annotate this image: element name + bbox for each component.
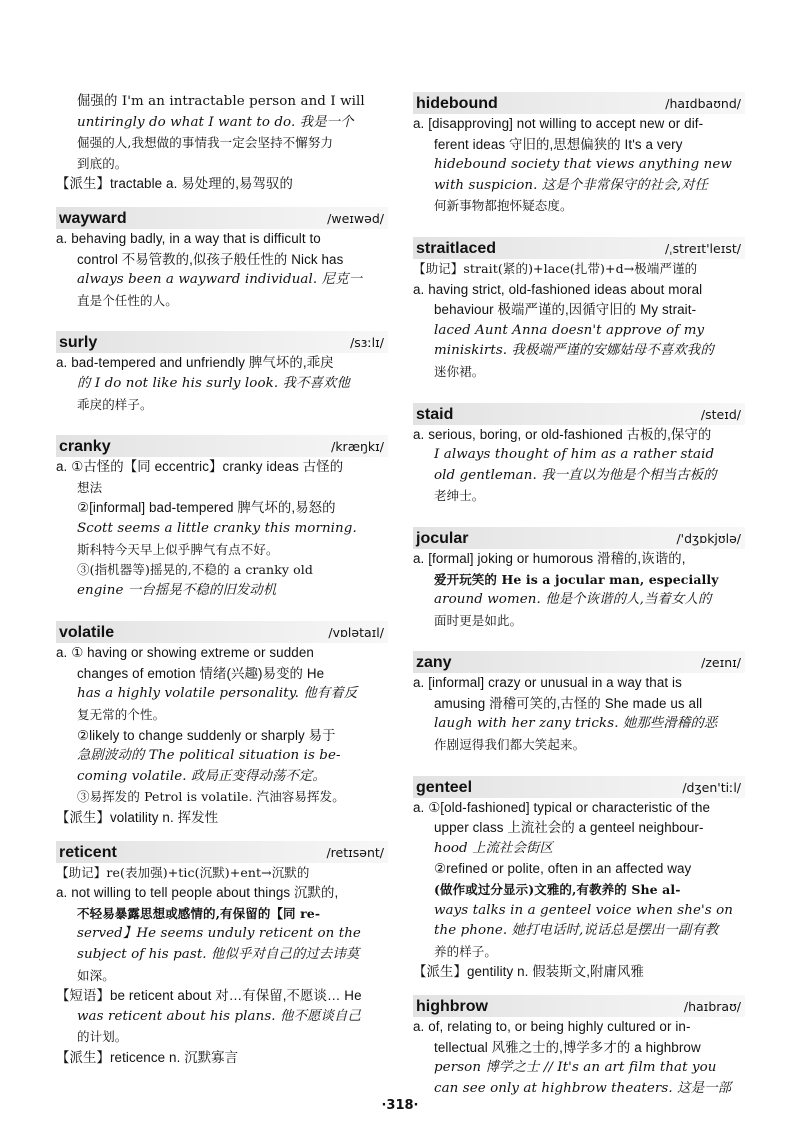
headword: staid — [416, 405, 454, 423]
entry-line: a. of, relating to, or being highly cultured or in- — [413, 1019, 691, 1034]
entry-line: a. [informal] crazy or unusual in a way that is — [413, 675, 682, 691]
entry-head — [413, 237, 745, 259]
entry-hidebound — [413, 92, 745, 217]
entry-line: ②refined or polite, often in an affected way — [434, 861, 692, 877]
entry-head — [413, 403, 745, 425]
entry-line: 不轻易暴露思想或感情的,有保留的【同 re- — [77, 905, 321, 921]
headword: surly — [59, 334, 98, 352]
phrase-line: was reticent about his plans. 他不愿谈自己 — [77, 1008, 361, 1024]
entry-volatile — [56, 621, 388, 828]
entry-staid — [413, 403, 745, 507]
entry-genteel — [413, 776, 745, 983]
entry-line: I always thought of him as a rather staid — [434, 447, 715, 463]
entry-line: a. behaving badly, in a way that is difficult to — [56, 230, 321, 246]
entry-line: 倔强的人,我想做的事情我一定会坚持不懈努力 — [77, 135, 334, 151]
right-column — [413, 92, 745, 1119]
entry-line: 斯科特今天早上似乎脾气有点不好。 — [77, 541, 279, 557]
entry-line: 何新事物都抱怀疑态度。 — [434, 198, 573, 214]
entry-cranky — [56, 435, 388, 601]
entry-line: 如深。 — [77, 967, 115, 983]
headword: volatile — [59, 624, 115, 642]
entry-line: 老绅士。 — [434, 488, 485, 504]
entry-line: with suspicion. 这是个非常保守的社会,对任 — [434, 177, 709, 193]
entry-line: (做作或过分显示)文雅的,有教养的 She al- — [434, 882, 681, 898]
pronunciation: /haɪdbaʊnd/ — [665, 96, 741, 111]
entry-line: the phone. 她打电话时,说话总是摆出一副有教 — [434, 923, 719, 939]
entry-highbrow — [413, 995, 745, 1099]
entry-head — [413, 92, 745, 114]
entry-line: a. ①古怪的【同 eccentric】cranky ideas 古怪的 — [56, 459, 344, 475]
pronunciation: /weɪwəd/ — [327, 210, 384, 226]
entry-line: upper class 上流社会的 a genteel neighbour- — [434, 820, 704, 836]
entry-head — [56, 621, 388, 643]
pronunciation: /haɪbraʊ/ — [683, 999, 741, 1014]
entry-line: ②likely to change suddenly or sharply 易于 — [77, 727, 336, 743]
phrase-line: 的计划。 — [77, 1029, 128, 1045]
entry-line: around women. 他是个诙谐的人,当着女人的 — [434, 592, 712, 608]
headword: straitlaced — [416, 239, 497, 257]
entry-line: miniskirts. 我极端严谨的安娜姑母不喜欢我的 — [434, 343, 714, 359]
headword: wayward — [59, 209, 127, 227]
pronunciation: /'dʒɒkjʊlə/ — [676, 530, 741, 546]
entry-line: control 不易管教的,似孩子般任性的 Nick has — [77, 251, 344, 267]
page-number: ·318· — [381, 1098, 419, 1113]
entry-line: 直是个任性的人。 — [77, 292, 178, 308]
entry-line: ferent ideas 守旧的,思想偏狭的 It's a very — [434, 136, 683, 152]
entry-line: 爱开玩笑的 He is a jocular man, especially — [434, 571, 719, 587]
entry-line: laced Aunt Anna doesn't approve of my — [434, 322, 705, 338]
entry-continuation — [56, 92, 388, 195]
entry-line: ③(指机器等)摇晃的,不稳的 a cranky old — [77, 562, 313, 578]
entry-line: a. [disapproving] not willing to accept new or dif- — [413, 116, 704, 131]
entry-line: Scott seems a little cranky this morning. — [77, 520, 357, 536]
entry-line: ways talks in a genteel voice when she's on — [434, 902, 734, 918]
left-column — [56, 92, 388, 1089]
entry-line: ③易挥发的 Petrol is volatile. 汽油容易挥发。 — [77, 789, 345, 805]
entry-line: 想法 — [77, 479, 103, 495]
entry-line: a. not willing to tell people about things 沉默的, — [56, 885, 339, 901]
entry-line: hood 上流社会街区 — [434, 840, 554, 856]
entry-line: 乖戾的样子。 — [77, 396, 153, 412]
entry-line: hidebound society that views anything new — [434, 157, 732, 173]
entry-line: person 博学之士 // It's an art film that you — [434, 1060, 717, 1076]
entry-line: 倔强的 I'm an intractable person and I will — [77, 94, 365, 109]
derivation-line: 【派生】gentility n. 假装斯文,附庸风雅 — [413, 964, 645, 980]
entry-line: a. [formal] joking or humorous 滑稽的,诙谐的, — [413, 550, 686, 566]
entry-head — [56, 841, 388, 863]
entry-line: amusing 滑稽可笑的,古怪的 She made us all — [434, 695, 703, 711]
entry-line: changes of emotion 情绪(兴趣)易变的 He — [77, 665, 325, 681]
entry-line: engine 一台摇晃不稳的旧发动机 — [77, 582, 277, 598]
entry-line: ②[informal] bad-tempered 脾气坏的,易怒的 — [77, 500, 336, 516]
entry-head — [413, 995, 745, 1017]
entry-zany — [413, 651, 745, 755]
entry-line: always been a wayward individual. 尼克一 — [77, 272, 363, 288]
entry-line: tellectual 风雅之士的,博学多才的 a highbrow — [434, 1039, 701, 1055]
entry-line: 急剧波动的 The political situation is be- — [77, 748, 341, 764]
derivation-line: 【派生】reticence n. 沉默寡言 — [56, 1049, 239, 1065]
entry-line: a. serious, boring, or old-fashioned 古板的,保守的 — [413, 426, 712, 442]
entry-head — [56, 331, 388, 353]
entry-head — [56, 207, 388, 229]
entry-head — [413, 527, 745, 549]
mnemonic-line: 【助记】strait(紧的)+lace(扎带)+d→极端严谨的 — [413, 260, 698, 276]
entry-line: 作剧逗得我们都大笑起来。 — [434, 737, 586, 753]
entry-head — [413, 776, 745, 798]
headword: reticent — [59, 843, 117, 861]
headword: highbrow — [416, 998, 488, 1015]
entry-reticent — [56, 841, 388, 1069]
entry-head — [56, 435, 388, 457]
entry-line: a. ① having or showing extreme or sudden — [56, 645, 314, 661]
entry-line: can see only at highbrow theaters. 这是一部 — [434, 1080, 732, 1096]
entry-line: a. ①[old-fashioned] typical or characteristic of the — [413, 799, 711, 815]
headword: jocular — [416, 529, 469, 547]
entry-jocular — [413, 527, 745, 631]
entry-line: laugh with her zany tricks. 她那些滑稽的恶 — [434, 716, 718, 732]
pronunciation: /vɒlətaɪl/ — [328, 625, 384, 641]
pronunciation: /ˌstreɪt'leɪst/ — [664, 240, 741, 256]
entry-line: 养的样子。 — [434, 943, 498, 959]
entry-line: 复无常的个性。 — [77, 707, 166, 723]
pronunciation: /zeɪnɪ/ — [701, 655, 741, 671]
entry-line: 迷你裙。 — [434, 363, 485, 379]
entry-line: untiringly do what I want to do. 我是一个 — [77, 114, 354, 130]
headword: cranky — [59, 438, 111, 456]
entry-line: served】He seems unduly reticent on the — [77, 926, 361, 942]
entry-line: behaviour 极端严谨的,因循守旧的 My strait- — [434, 302, 697, 318]
entry-line: subject of his past. 他似乎对自己的过去讳莫 — [77, 947, 360, 962]
derivation-line: 【派生】tractable a. 易处理的,易驾驭的 — [56, 176, 293, 192]
entry-line: a. bad-tempered and unfriendly 脾气坏的,乖戾 — [56, 355, 334, 371]
entry-line: coming volatile. 政局正变得动荡不定。 — [77, 768, 326, 784]
pronunciation: /steɪd/ — [700, 406, 741, 422]
mnemonic-line: 【助记】re(表加强)+tic(沉默)+ent→沉默的 — [56, 864, 310, 880]
entry-line: 的 I do not like his surly look. 我不喜欢他 — [77, 375, 350, 391]
pronunciation: /kræŋkɪ/ — [331, 439, 384, 455]
derivation-line: 【派生】volatility n. 挥发性 — [56, 810, 219, 826]
headword: genteel — [416, 778, 473, 796]
pronunciation: /sɜːlɪ/ — [350, 335, 384, 351]
entry-line: has a highly volatile personality. 他有着反 — [77, 686, 358, 702]
entry-line: old gentleman. 我一直以为他是个相当古板的 — [434, 467, 717, 483]
headword: zany — [416, 654, 452, 672]
headword: hidebound — [416, 95, 498, 112]
pronunciation: /retɪsənt/ — [326, 844, 384, 860]
entry-straitlaced — [413, 237, 745, 383]
entry-surly — [56, 331, 388, 415]
entry-line: 到底的。 — [77, 155, 128, 171]
entry-line: a. having strict, old-fashioned ideas about moral — [413, 281, 703, 297]
entry-line: 面时更是如此。 — [434, 612, 523, 628]
entry-head — [413, 651, 745, 673]
phrase-line: 【短语】be reticent about 对…有保留,不愿谈… He — [56, 988, 362, 1004]
entry-wayward — [56, 207, 388, 311]
pronunciation: /dʒen'tiːl/ — [682, 779, 741, 795]
